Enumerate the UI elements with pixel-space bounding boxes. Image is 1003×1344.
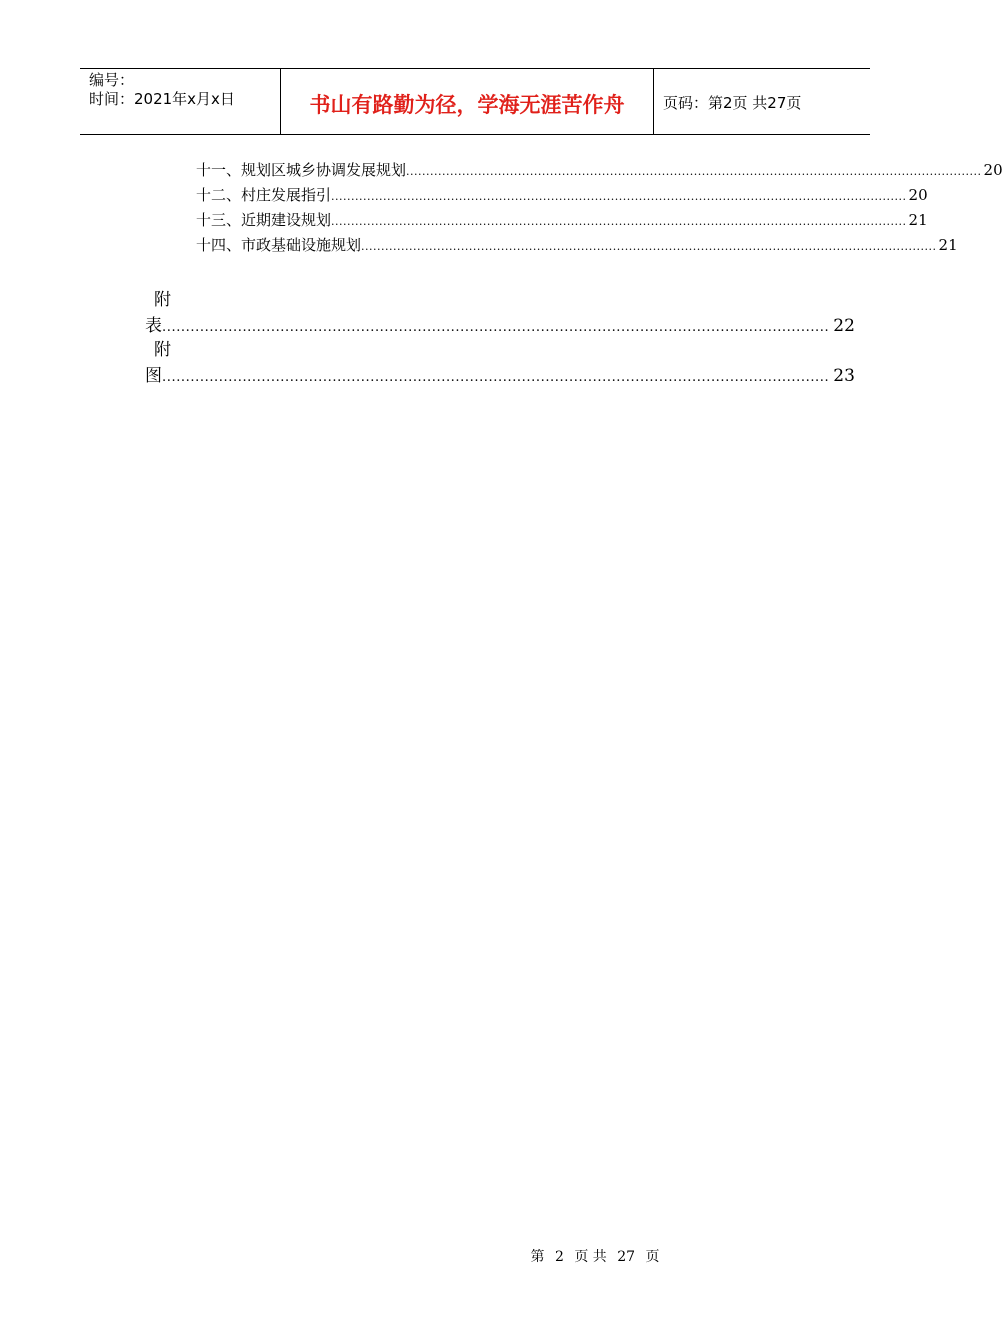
toc-leader-dots: ................................................................................................................................................	[406, 165, 982, 178]
toc-entry[interactable]	[196, 210, 928, 232]
toc-leader-dots: .............................................................................................................................................	[162, 320, 830, 335]
footer-current-page: 2	[554, 1249, 564, 1265]
footer-total-pages: 27	[617, 1249, 636, 1265]
date-label: 时间：2021年x月x日	[89, 90, 235, 108]
toc-entry[interactable]	[196, 235, 958, 257]
header-motto-cell	[281, 69, 654, 134]
toc-entry-title-line1: 附	[154, 290, 171, 310]
toc-entry-title: 十四、市政基础设施规划	[196, 236, 362, 254]
page-header	[80, 68, 870, 135]
toc-leader-dots: ................................................................................................................................................	[331, 215, 907, 228]
footer-suffix: 页	[645, 1249, 660, 1265]
page-info-label: 页码：第2页 共27页	[663, 94, 802, 112]
toc-entry-page: 23	[833, 366, 855, 386]
toc-entry-row	[145, 311, 855, 336]
toc-leader-dots: ................................................................................................................................................	[361, 240, 937, 253]
toc-entry-page: 20	[983, 161, 1003, 179]
toc-entry-page: 20	[908, 186, 928, 204]
toc-entry[interactable]	[196, 185, 928, 207]
footer-prefix: 第	[530, 1249, 545, 1265]
toc-entry-page: 22	[833, 316, 855, 336]
toc-entry-title-line1: 附	[154, 340, 171, 360]
toc-leader-dots: ................................................................................................................................................	[331, 190, 907, 203]
toc-entry-title: 十一、规划区城乡协调发展规划	[196, 161, 407, 179]
toc-entry-title: 十二、村庄发展指引	[196, 186, 332, 204]
header-page-cell	[654, 69, 870, 134]
footer-middle: 页 共	[574, 1249, 607, 1265]
toc-entry[interactable]	[196, 160, 1003, 182]
toc-entry-title-line2: 图	[145, 366, 162, 386]
page-footer	[0, 1246, 950, 1266]
header-meta-cell	[80, 69, 281, 134]
serial-number-label: 编号：	[89, 71, 135, 89]
toc-entry-page: 21	[908, 211, 928, 229]
toc-leader-dots: .............................................................................................................................................	[162, 370, 830, 385]
toc-entry-title-line2: 表	[145, 316, 162, 336]
motto-text: 书山有路勤为径，学海无涯苦作舟	[309, 92, 625, 117]
toc-entry-row	[145, 361, 855, 386]
toc-entry-title: 十三、近期建设规划	[196, 211, 332, 229]
toc-entry-page: 21	[938, 236, 958, 254]
